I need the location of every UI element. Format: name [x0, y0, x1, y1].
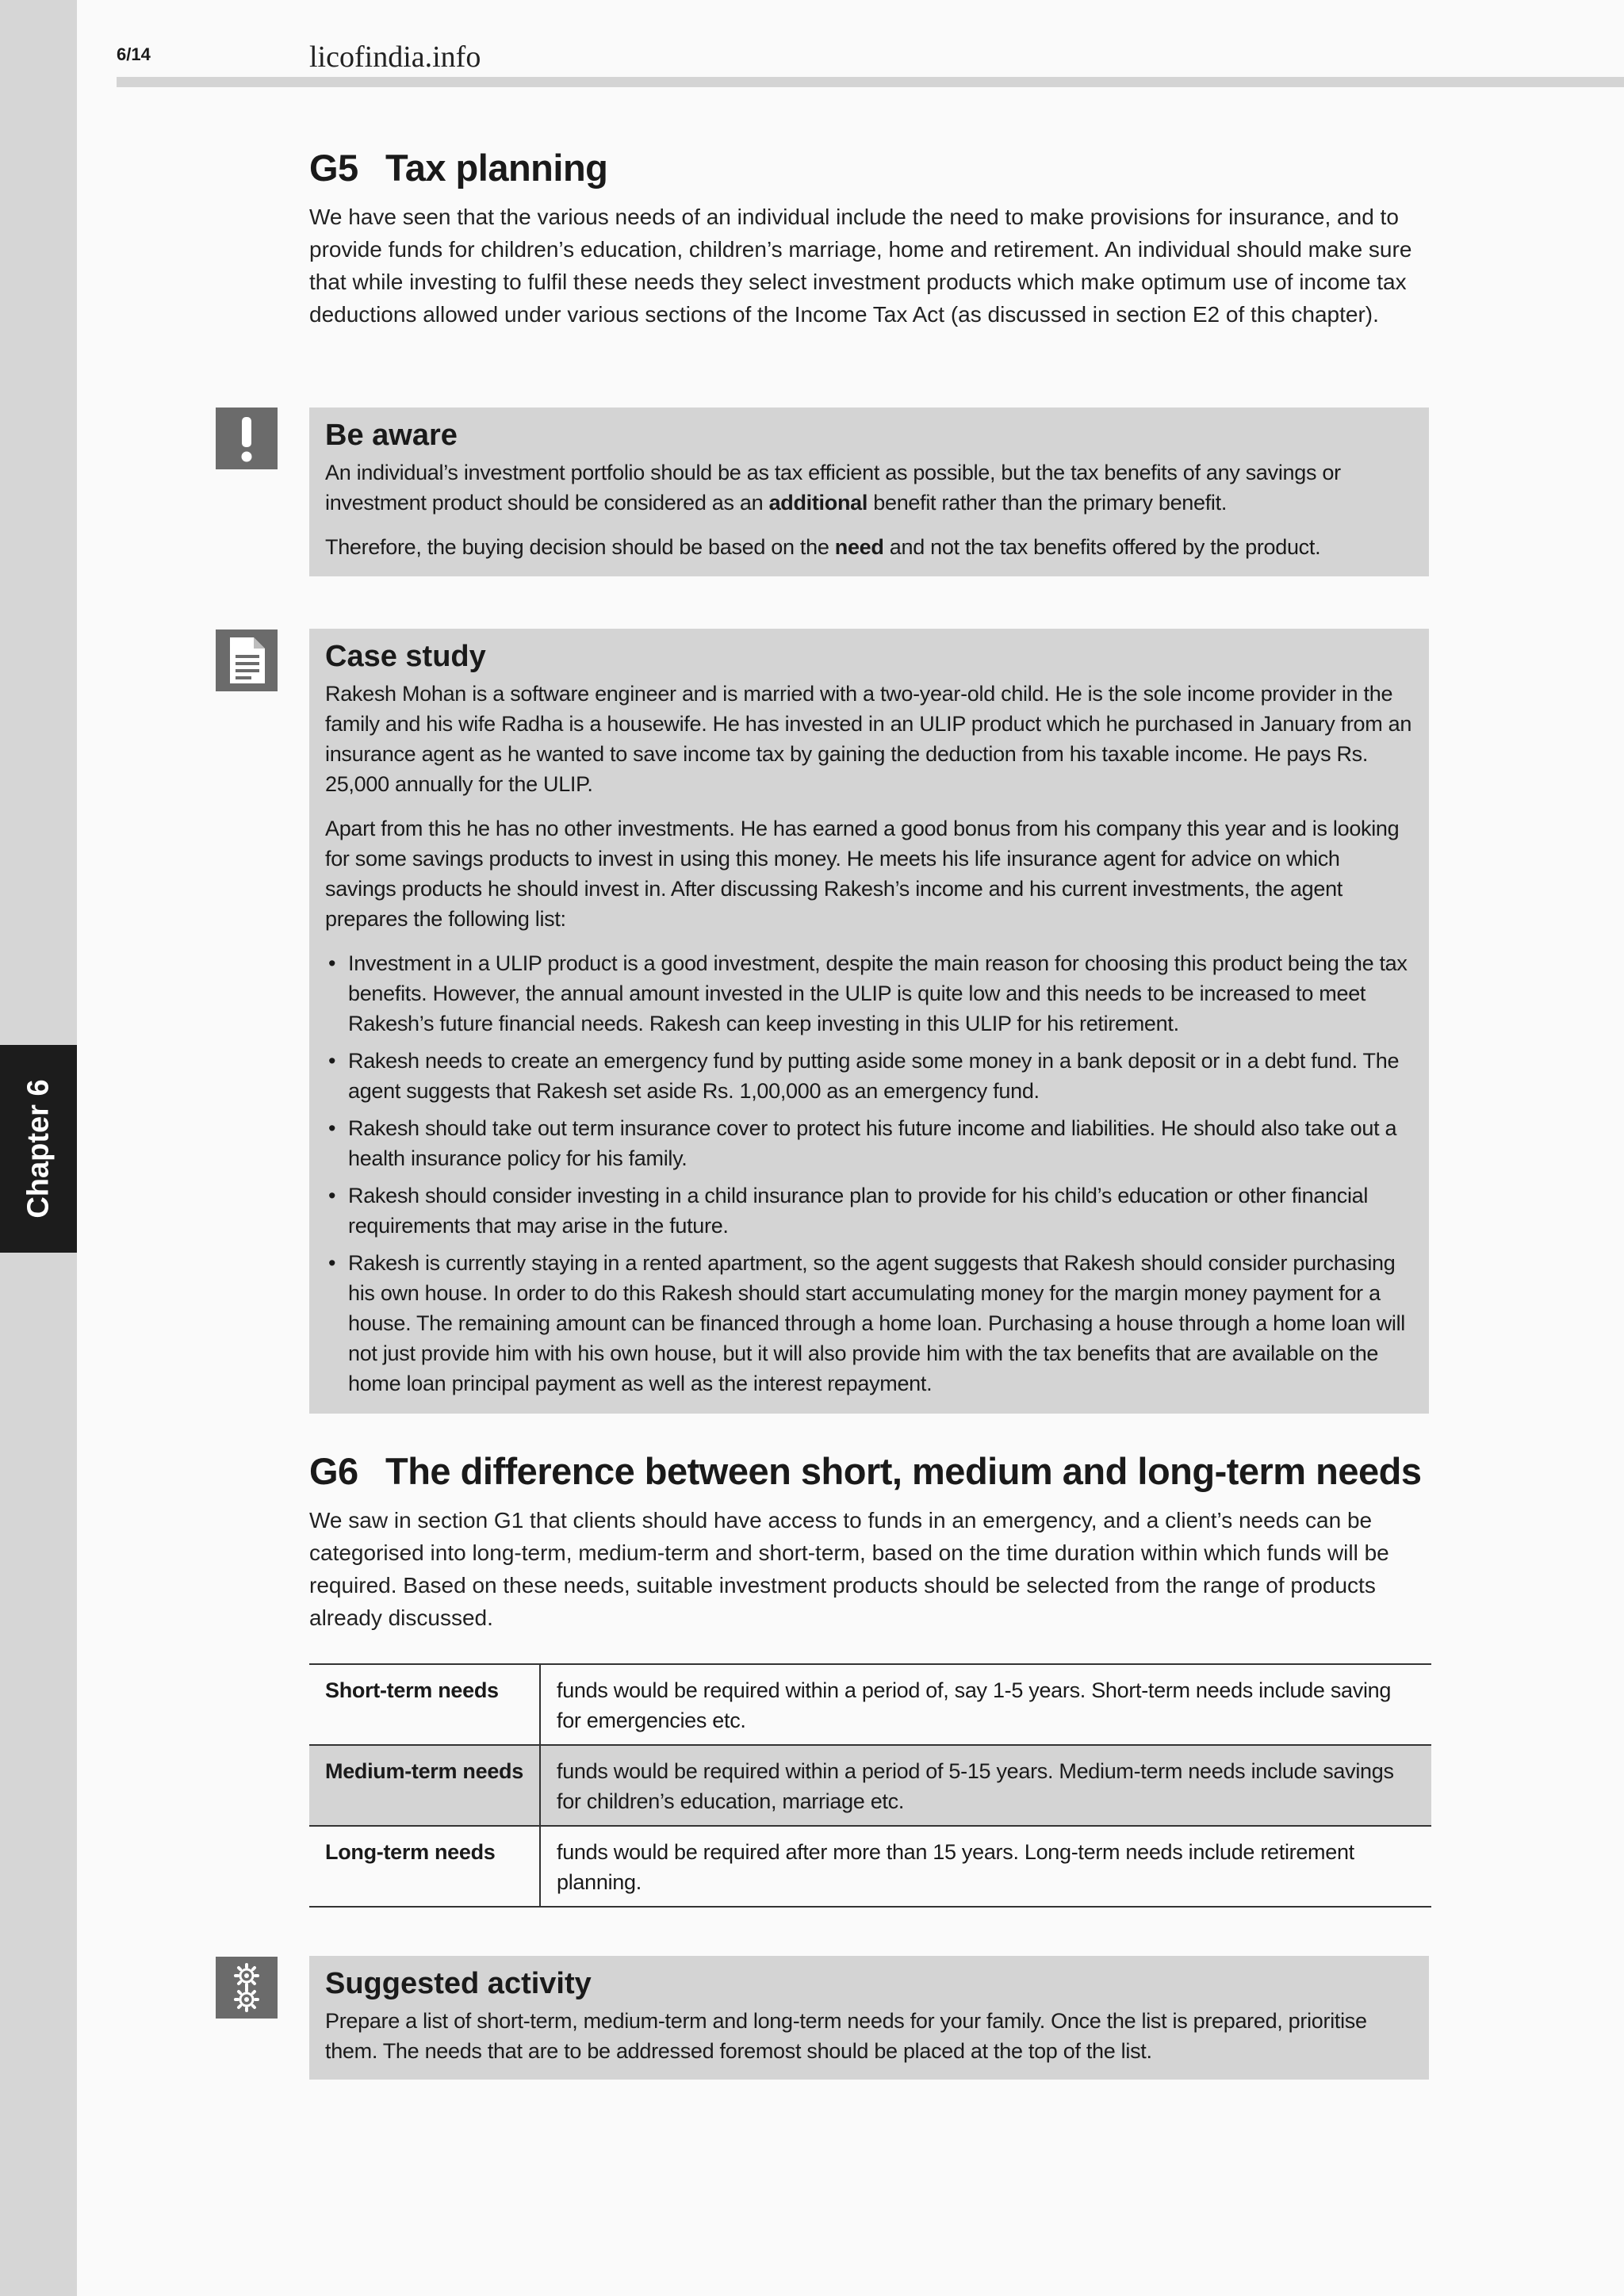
table-row [309, 1826, 1431, 1907]
be-aware-p1-emphasis: additional [768, 491, 868, 515]
table-row [309, 1664, 1431, 1745]
suggested-activity-title: Suggested activity [325, 1967, 592, 2000]
section-g5-number: G5 [309, 147, 358, 189]
list-item: • Rakesh should consider investing in a child insurance plan to provide for his child’s education or other financial requirements that may arise in the future. [325, 1181, 1413, 1241]
list-item: • Investment in a ULIP product is a good investment, despite the main reason for choosing this product being the tax benefits. However, the annual amount invested in the ULIP is quite low and this needs to be increased to meet Rakesh’s future financial needs. Rakesh can keep investing in this ULIP for his retirement. [325, 948, 1413, 1039]
header-rule [117, 77, 1624, 87]
be-aware-paragraph-2 [325, 532, 1413, 562]
section-g6-number: G6 [309, 1450, 358, 1492]
needs-table [309, 1663, 1431, 1908]
section-g5-title: Tax planning [385, 147, 608, 189]
section-g5-heading [309, 146, 1429, 189]
be-aware-p2-text: Therefore, the buying decision should be based on the [325, 535, 835, 559]
site-name: licofindia.info [309, 40, 481, 74]
be-aware-p2-text-end: and not the tax benefits offered by the product. [883, 535, 1321, 559]
table-cell-description: funds would be required within a period of 5-15 years. Medium-term needs include savings for children’s education, marriage etc. [557, 1759, 1394, 1813]
section-g5-body: We have seen that the various needs of an individual include the need to make provisions for insurance, and to provide funds for children’s education, children’s marriage, home and retirement. An individual should make sure that while investing to fulfil these needs they select investment products which make optimum use of income tax deductions allowed under various sections of the Income Tax Act (as discussed in section E2 of this chapter). [309, 205, 1412, 327]
chapter-tab [0, 1045, 77, 1253]
case-study-paragraph: Rakesh Mohan is a software engineer and is married with a two-year-old child. He is the sole income provider in the family and his wife Radha is a housewife. He has invested in an ULIP product which he purchased in January from an insurance agent as he wanted to save income tax by gaining the deduction from his taxable income. He pays Rs. 25,000 annually for the ULIP. [325, 682, 1412, 796]
exclamation-icon [216, 408, 278, 469]
be-aware-box [309, 408, 1429, 576]
be-aware-p2-emphasis: need [834, 535, 884, 559]
section-g6-heading [309, 1449, 1429, 1493]
table-cell-description: funds would be required within a period of, say 1-5 years. Short-term needs include saving for emergencies etc. [557, 1678, 1392, 1732]
table-row [309, 1745, 1431, 1826]
table-cell-description: funds would be required after more than 15 years. Long-term needs include retirement planning. [557, 1840, 1354, 1894]
suggested-activity-body: Prepare a list of short-term, medium-term and long-term needs for your family. Once the list is prepared, prioritise them. The needs that are to be addressed foremost should be placed at the top of the list. [325, 2009, 1367, 2063]
table-cell-term: Medium-term needs [309, 1745, 540, 1826]
document-icon [216, 629, 278, 691]
section-g6 [309, 1449, 1429, 1634]
be-aware-p1-text-end: benefit rather than the primary benefit. [868, 491, 1228, 515]
be-aware-paragraph-1 [325, 457, 1413, 518]
table-cell-term: Long-term needs [309, 1826, 540, 1907]
gears-icon [216, 1957, 278, 2019]
list-item: • Rakesh should take out term insurance cover to protect his future income and liabilities. He should also take out a health insurance policy for his family. [325, 1113, 1413, 1173]
section-g6-body: We saw in section G1 that clients should have access to funds in an emergency, and a client’s needs can be categorised into long-term, medium-term and short-term, based on the time duration within which funds will be required. Based on these needs, suitable investment products should be selected from the range of products already discussed. [309, 1508, 1389, 1630]
suggested-activity-box [309, 1956, 1429, 2080]
list-item: • Rakesh is currently staying in a rented apartment, so the agent suggests that Rakesh should consider purchasing his own house. In order to do this Rakesh should start accumulating money for the margin money payment for a house. The remaining amount can be financed through a home loan. Purchasing a house through a home loan will not just provide him with his own house, but it will also provide him with the tax benefits that are available on the home loan principal payment as well as the interest repayment. [325, 1248, 1413, 1399]
table-cell-term: Short-term needs [309, 1664, 540, 1745]
section-g6-title: The difference between short, medium and long-term needs [385, 1450, 1422, 1492]
be-aware-title: Be aware [325, 419, 458, 452]
be-aware-p1-text: An individual’s investment portfolio should be as tax efficient as possible, but the tax benefits of any savings or investment product should be considered as an [325, 461, 1341, 515]
case-study-box [309, 629, 1429, 1414]
case-study-list [325, 948, 1413, 1399]
case-study-paragraph: Apart from this he has no other investments. He has earned a good bonus from his company this year and is looking for some savings products to invest in using this money. He meets his life insurance agent for advice on which savings products he should invest in. After discussing Rakesh’s income and his current investments, the agent prepares the following list: [325, 817, 1400, 931]
list-item: • Rakesh needs to create an emergency fund by putting aside some money in a bank deposit or in a debt fund. The agent suggests that Rakesh set aside Rs. 1,00,000 as an emergency fund. [325, 1046, 1413, 1106]
case-study-title: Case study [325, 640, 486, 673]
chapter-tab-label: Chapter 6 [21, 1079, 55, 1219]
page-number: 6/14 [117, 44, 151, 64]
section-g5 [309, 146, 1429, 331]
